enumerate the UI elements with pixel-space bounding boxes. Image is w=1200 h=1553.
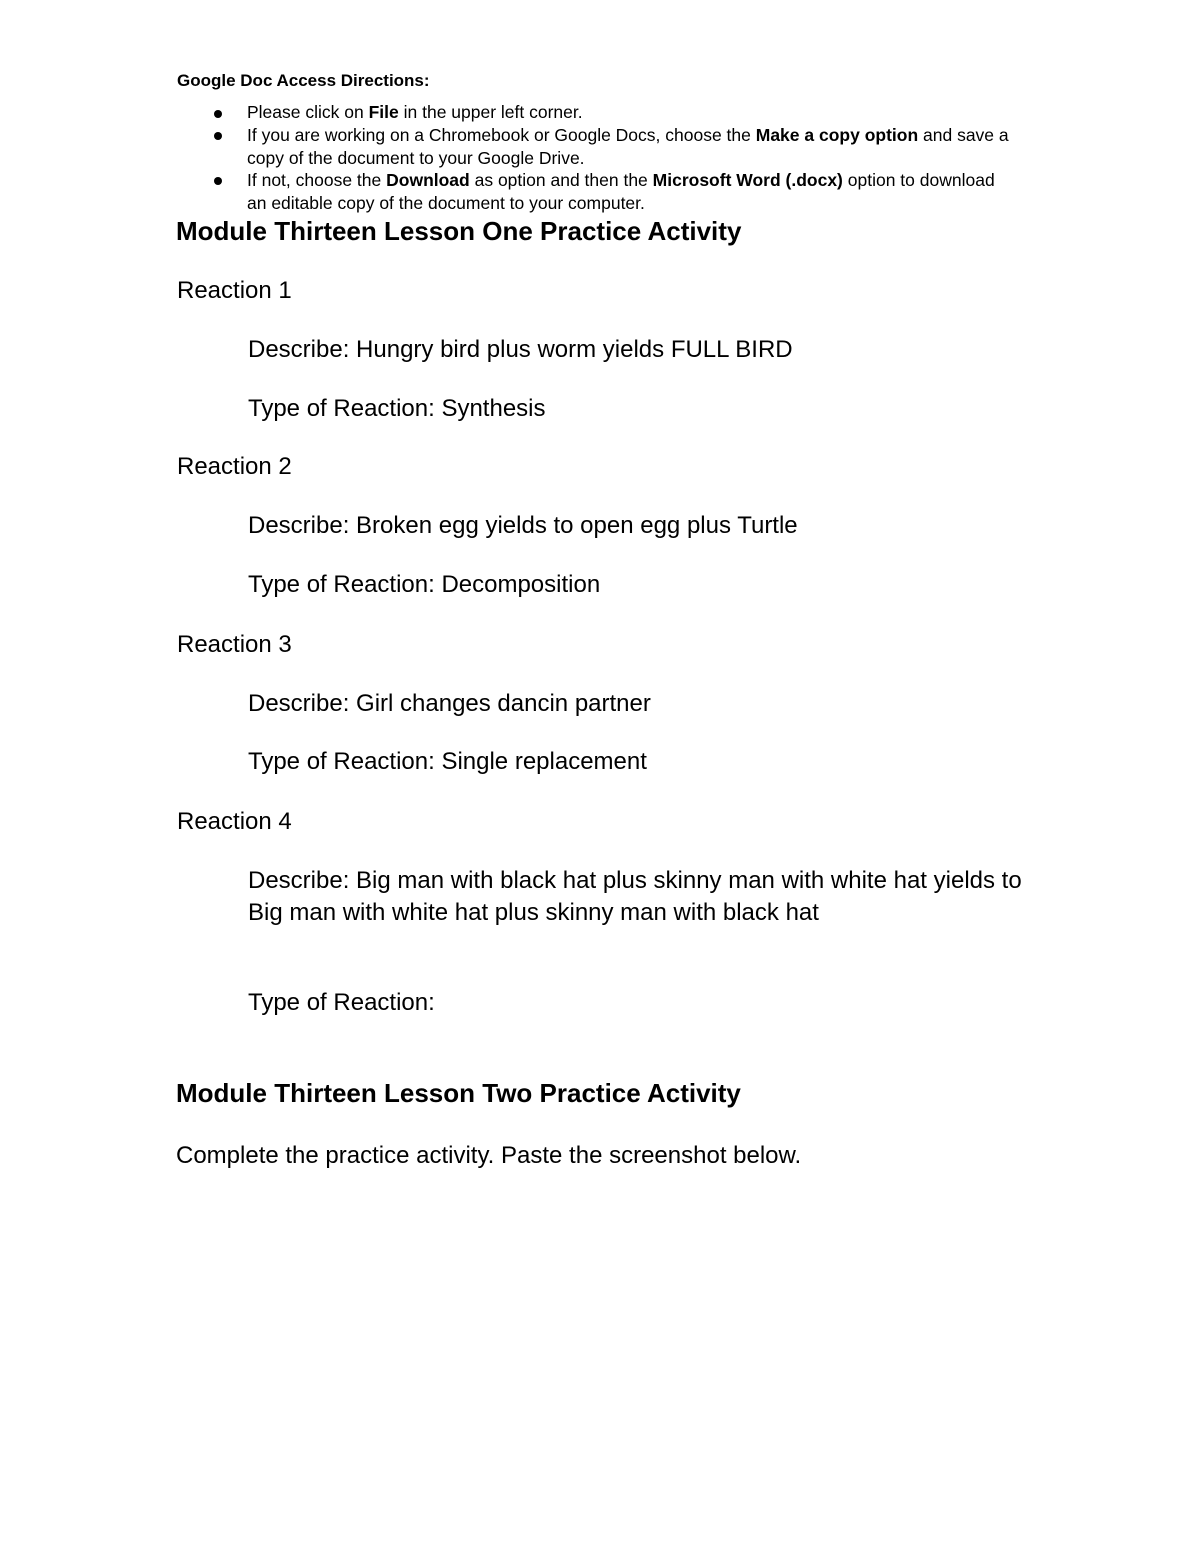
- direction-item-make-copy: [247, 124, 1017, 169]
- bullet-icon: [214, 110, 222, 118]
- reaction-1-type: Type of Reaction: Synthesis: [248, 395, 546, 422]
- reaction-3-type: Type of Reaction: Single replacement: [248, 748, 647, 775]
- direction-text: and save a copy of the document to your Google Drive.: [247, 125, 1009, 168]
- direction-bold-text: Microsoft Word (.docx): [652, 170, 843, 190]
- lesson-one-heading: Module Thirteen Lesson One Practice Activity: [176, 216, 742, 246]
- reaction-1-describe: Describe: Hungry bird plus worm yields FULL BIRD: [248, 336, 793, 363]
- direction-item-download: [247, 169, 1017, 214]
- bullet-icon: [214, 132, 222, 140]
- reaction-4-title: Reaction 4: [177, 808, 292, 835]
- reaction-4-type: Type of Reaction:: [248, 989, 435, 1016]
- bullet-icon: [214, 177, 222, 185]
- direction-text: If you are working on a Chromebook or Google Docs, choose the: [247, 125, 756, 145]
- direction-text: option to download an editable copy of the document to your computer.: [247, 170, 995, 213]
- reaction-3-title: Reaction 3: [177, 631, 292, 658]
- direction-item-file: [247, 101, 1017, 124]
- reaction-2-title: Reaction 2: [177, 453, 292, 480]
- direction-text: Please click on: [247, 102, 369, 122]
- lesson-two-heading: Module Thirteen Lesson Two Practice Activity: [176, 1078, 741, 1108]
- direction-bold-text: Make a copy option: [755, 125, 919, 145]
- direction-bold-text: Download: [386, 170, 470, 190]
- direction-text: in the upper left corner.: [398, 102, 583, 122]
- direction-bold-text: File: [368, 102, 399, 122]
- reaction-2-type: Type of Reaction: Decomposition: [248, 571, 601, 598]
- reaction-4-describe: Describe: Big man with black hat plus skinny man with white hat yields to Big man with white hat plus skinny man with black hat: [248, 867, 1022, 926]
- reaction-1-title: Reaction 1: [177, 277, 292, 304]
- direction-text: If not, choose the: [247, 170, 387, 190]
- reaction-2-describe: Describe: Broken egg yields to open egg plus Turtle: [248, 512, 798, 539]
- lesson-two-instruction: Complete the practice activity. Paste the screenshot below.: [176, 1142, 802, 1169]
- reaction-3-describe: Describe: Girl changes dancin partner: [248, 690, 651, 717]
- direction-text: as option and then the: [469, 170, 653, 190]
- directions-heading: Google Doc Access Directions:: [177, 71, 430, 90]
